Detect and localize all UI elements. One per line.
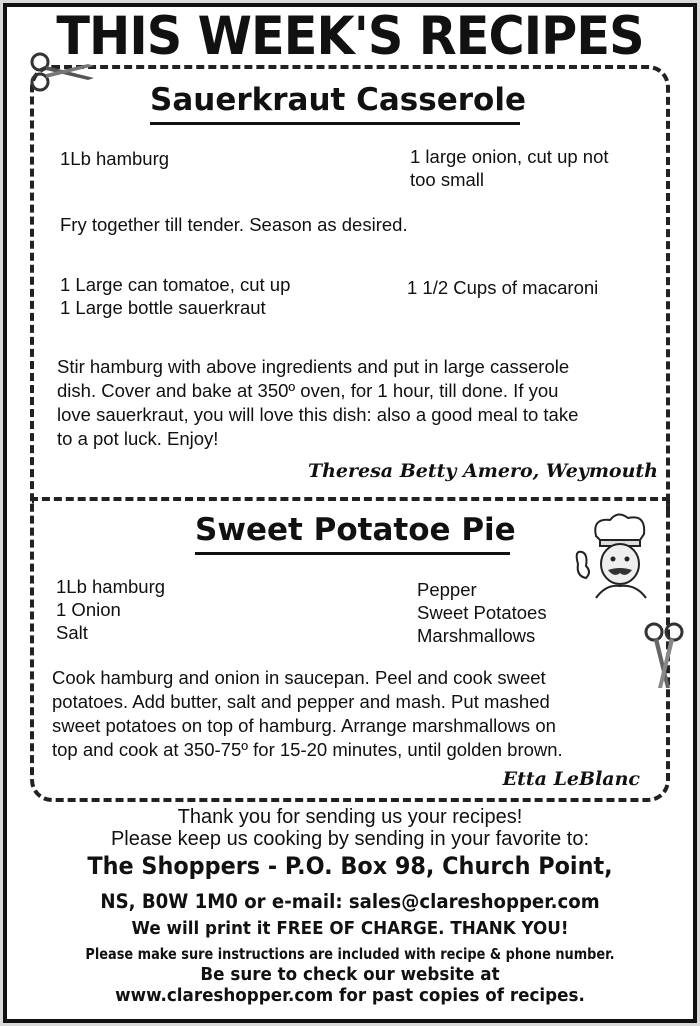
footer-free: We will print it FREE OF CHARGE. THANK YOU!: [131, 918, 569, 939]
chef-icon: [566, 510, 662, 602]
ingredient-onion-2: 1 Onion: [56, 599, 121, 620]
recipe-author: Etta LeBlanc: [502, 768, 640, 790]
page-title: THIS WEEK'S RECIPES: [56, 6, 644, 67]
scissors-icon: [640, 620, 688, 692]
footer-instructions: Please keep us cooking by sending in your favorite to:: [110, 828, 590, 850]
directions-line-4: to a pot luck. Enjoy!: [57, 428, 219, 449]
scissors-icon: [28, 50, 98, 94]
ingredient-onion: 1 large onion, cut up not: [410, 146, 609, 167]
footer-address: The Shoppers - P.O. Box 98, Church Point,: [87, 852, 613, 880]
footer-email: NS, B0W 1M0 or e-mail: sales@clareshopper.com: [100, 890, 600, 913]
recipe-author: Theresa Betty Amero, Weymouth: [307, 460, 658, 482]
ingredient-marshmallows: Marshmallows: [417, 625, 536, 646]
ingredient-hamburg-2: 1Lb hamburg: [56, 576, 166, 597]
ingredient-tomatoe: 1 Large can tomatoe, cut up: [60, 274, 291, 295]
ingredient-onion-cont: too small: [410, 169, 485, 190]
directions-line-3: love sauerkraut, you will love this dish: also a good meal to take: [57, 404, 579, 425]
ingredient-macaroni: 1 1/2 Cups of macaroni: [407, 277, 599, 298]
ingredient-sweet-potatoes: Sweet Potatoes: [417, 602, 547, 623]
footer-thanks: Thank you for sending us your recipes!: [177, 806, 523, 828]
directions-line-1: Stir hamburg with above ingredients and put in large casserole: [57, 356, 570, 377]
footer-note: Please make sure instructions are included with recipe & phone number.: [85, 945, 615, 963]
directions-line-4: top and cook at 350-75º for 15-20 minutes, until golden brown.: [52, 739, 563, 760]
ingredient-sauerkraut: 1 Large bottle sauerkraut: [60, 297, 266, 318]
directions-line-3: sweet potatoes on top of hamburg. Arrange marshmallows on: [52, 715, 556, 736]
directions-line-2: dish. Cover and bake at 350º oven, for 1 hour, till done. If you: [57, 380, 559, 401]
directions-line-1: Cook hamburg and onion in saucepan. Peel and cook sweet: [52, 667, 546, 688]
footer-website: www.clareshopper.com for past copies of recipes.: [115, 985, 585, 1006]
step-fry: Fry together till tender. Season as desired.: [60, 214, 408, 235]
recipe-title-sauerkraut: Sauerkraut Casserole: [150, 82, 520, 125]
recipe-title-sweet-potatoe: Sweet Potatoe Pie: [195, 512, 510, 555]
ingredient-hamburg: 1Lb hamburg: [60, 148, 170, 169]
directions-line-2: potatoes. Add butter, salt and pepper and mash. Put mashed: [52, 691, 550, 712]
ingredient-pepper: Pepper: [417, 579, 477, 600]
ingredient-salt: Salt: [56, 622, 88, 643]
footer-website-intro: Be sure to check our website at: [200, 964, 500, 985]
